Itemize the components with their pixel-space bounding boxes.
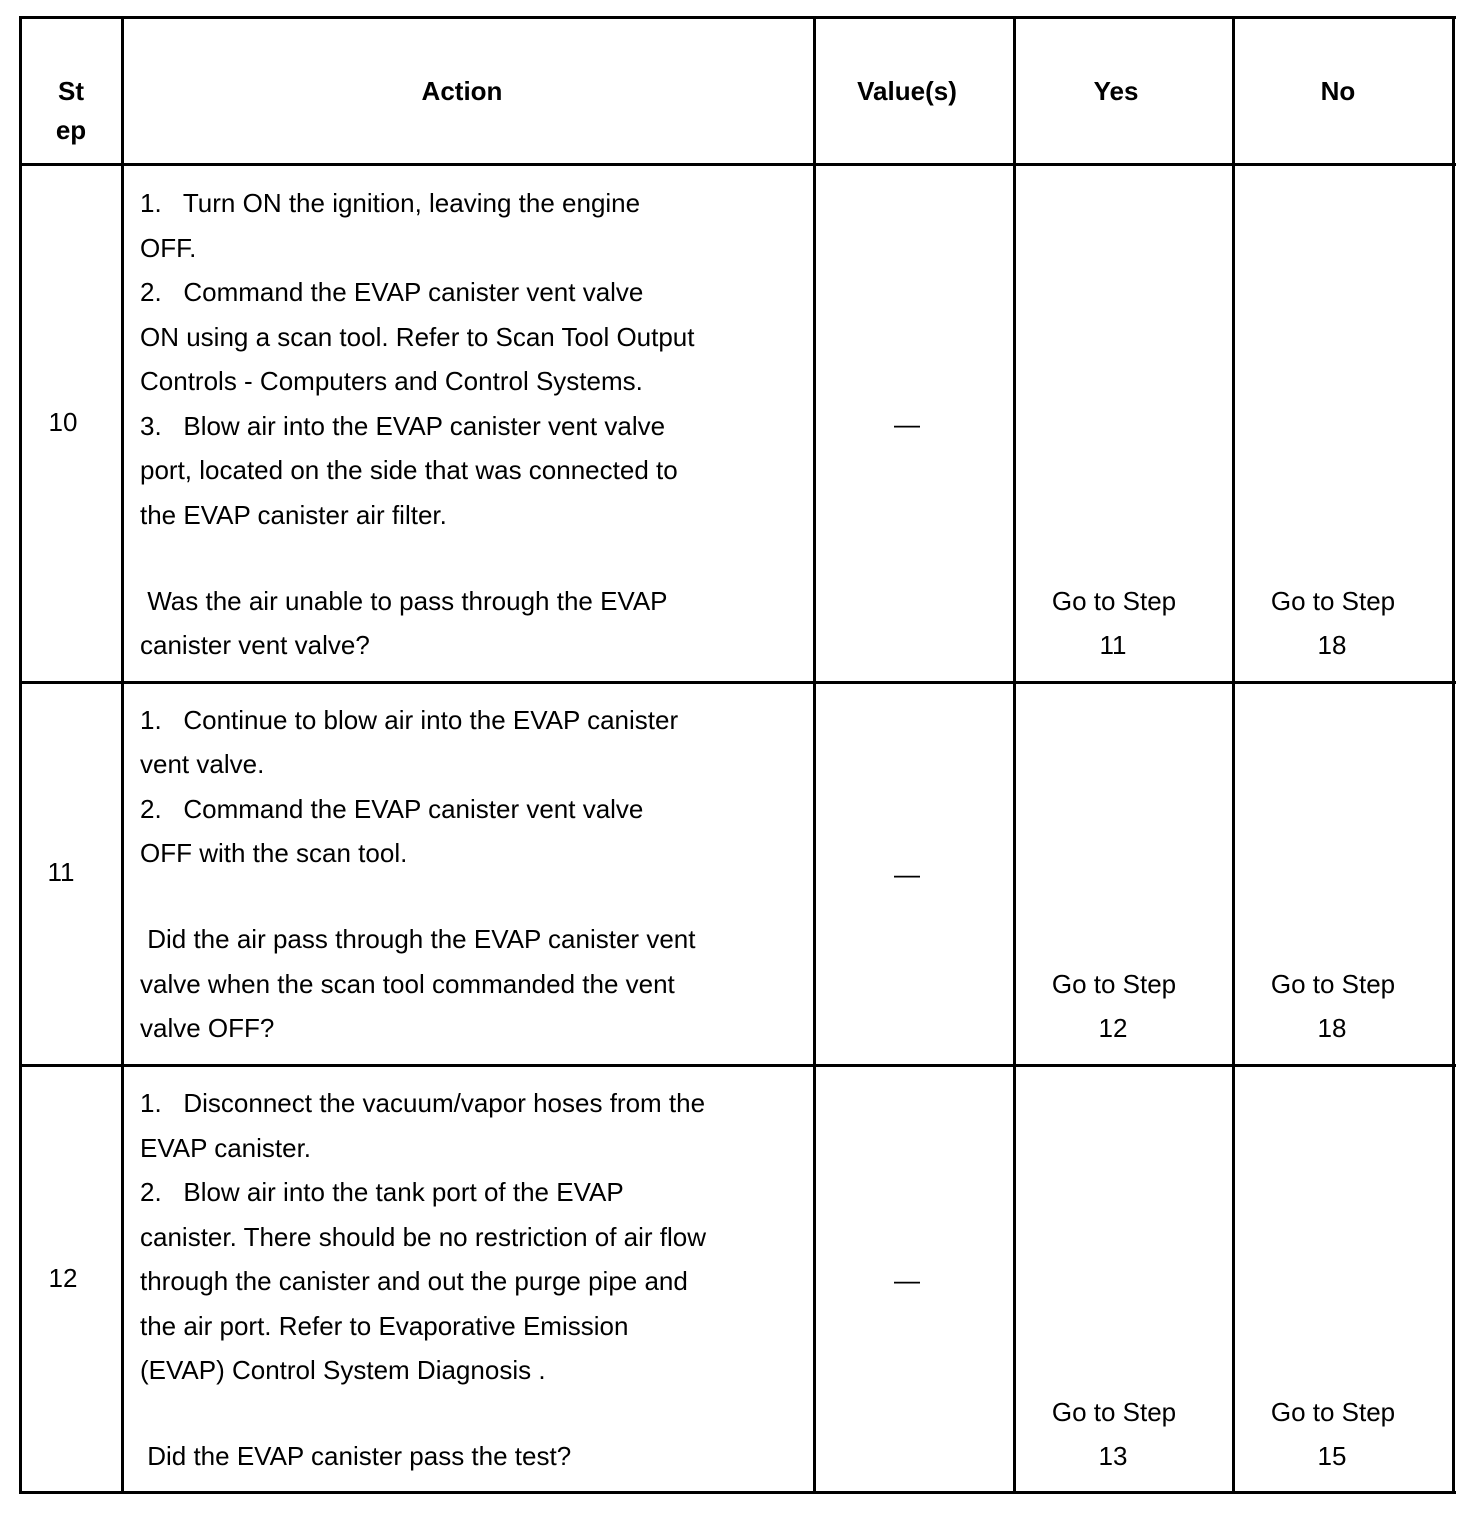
- action-line: 2. Command the EVAP canister vent valve: [140, 277, 644, 307]
- action-line: valve when the scan tool commanded the vent: [140, 969, 675, 999]
- action-line: OFF with the scan tool.: [140, 838, 408, 868]
- row-12-no-step: 15: [1317, 1441, 1347, 1471]
- row-10-no: Go to Step: [1270, 586, 1396, 616]
- action-line: the air port. Refer to Evaporative Emission: [140, 1311, 629, 1341]
- header-action: Action: [421, 76, 503, 106]
- col-divider-yes: [1232, 16, 1235, 1494]
- row-10-step: 10: [48, 407, 78, 437]
- table-bottom-border: [19, 1491, 1456, 1494]
- row-11-bottom-border: [19, 1064, 1456, 1067]
- action-line: 2. Blow air into the tank port of the EVAP: [140, 1177, 624, 1207]
- action-line: vent valve.: [140, 749, 265, 779]
- header-yes: Yes: [1093, 76, 1139, 106]
- row-12-value: —: [894, 1265, 920, 1295]
- table-right-border: [1452, 16, 1455, 1494]
- row-11-no: Go to Step: [1270, 969, 1396, 999]
- action-line: Controls - Computers and Control Systems.: [140, 366, 643, 396]
- action-line: ON using a scan tool. Refer to Scan Tool Output: [140, 322, 695, 352]
- action-line: the EVAP canister air filter.: [140, 500, 447, 530]
- table-top-border: [19, 16, 1456, 19]
- action-line: Was the air unable to pass through the EVAP: [140, 586, 668, 616]
- col-divider-values: [1013, 16, 1016, 1494]
- row-11-yes: Go to Step: [1051, 969, 1177, 999]
- action-line: 3. Blow air into the EVAP canister vent valve: [140, 411, 666, 441]
- row-12-yes-step: 13: [1098, 1441, 1128, 1471]
- action-line: Did the EVAP canister pass the test?: [140, 1441, 572, 1471]
- row-10-yes: Go to Step: [1051, 586, 1177, 616]
- row-11-value: —: [894, 859, 920, 889]
- row-12-yes: Go to Step: [1051, 1397, 1177, 1427]
- action-line: 1. Turn ON the ignition, leaving the engine: [140, 188, 641, 218]
- row-10-yes-step: 11: [1099, 630, 1127, 660]
- row-10-value: —: [894, 409, 920, 439]
- row-11-step: 11: [47, 857, 75, 887]
- action-line: Did the air pass through the EVAP canister vent: [140, 924, 696, 954]
- row-10-no-step: 18: [1317, 630, 1347, 660]
- header-values: Value(s): [857, 76, 957, 106]
- action-line: EVAP canister.: [140, 1133, 312, 1163]
- action-line: 2. Command the EVAP canister vent valve: [140, 794, 644, 824]
- action-line: OFF.: [140, 233, 197, 263]
- action-line: (EVAP) Control System Diagnosis .: [140, 1355, 546, 1385]
- col-divider-step: [121, 16, 124, 1494]
- action-line: 1. Continue to blow air into the EVAP canister: [140, 705, 679, 735]
- row-11-no-step: 18: [1317, 1013, 1347, 1043]
- action-line: 1. Disconnect the vacuum/vapor hoses from the: [140, 1088, 706, 1118]
- row-10-bottom-border: [19, 681, 1456, 684]
- row-12-step: 12: [48, 1263, 78, 1293]
- row-11-yes-step: 12: [1098, 1013, 1128, 1043]
- action-line: canister vent valve?: [140, 630, 370, 660]
- action-line: canister. There should be no restriction of air flow: [140, 1222, 707, 1252]
- action-line: through the canister and out the purge pipe and: [140, 1266, 688, 1296]
- header-no: No: [1320, 76, 1356, 106]
- action-line: port, located on the side that was connected to: [140, 455, 678, 485]
- action-line: valve OFF?: [140, 1013, 275, 1043]
- row-12-no: Go to Step: [1270, 1397, 1396, 1427]
- header-step: St ep: [55, 76, 87, 145]
- header-bottom-border: [19, 163, 1456, 166]
